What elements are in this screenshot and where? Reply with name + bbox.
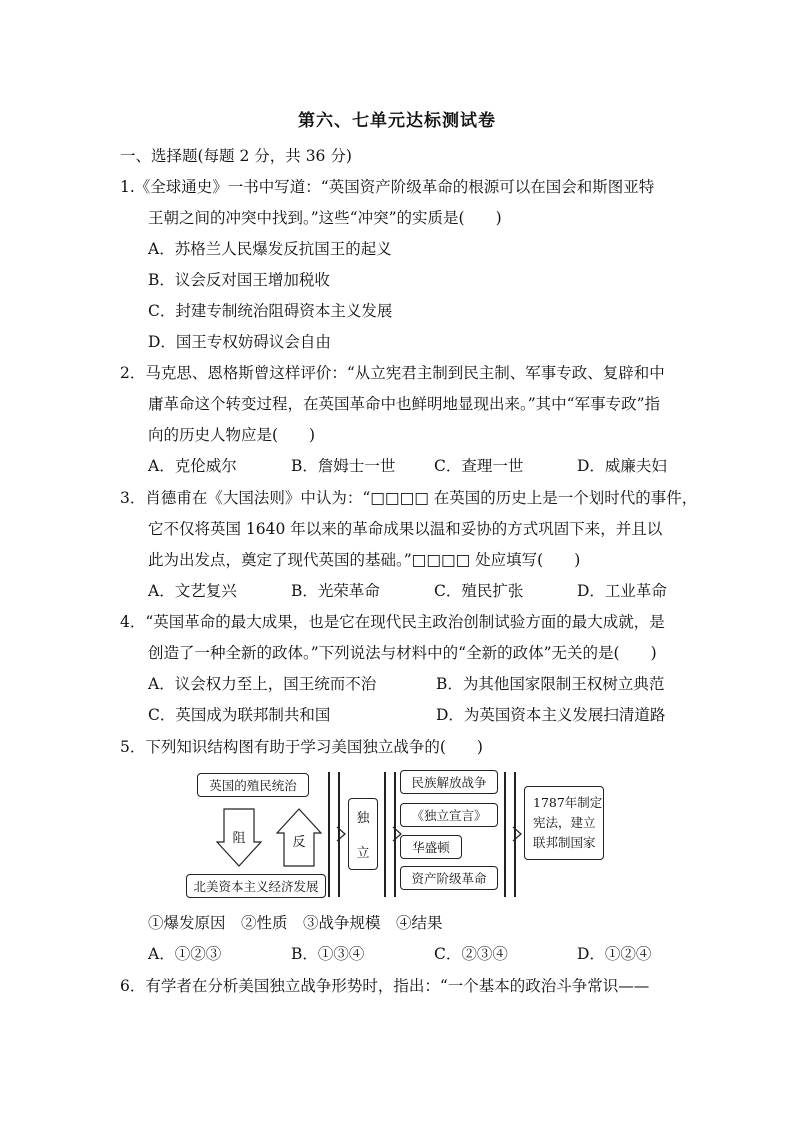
question-2-line-3: 向的历史人物应是( ) [148,426,316,444]
question-1-option-b: B．议会反对国王增加税收 [148,271,330,289]
diagram-item-1: 民族解放战争 [400,770,498,794]
diagram-item-2: 《独立宣言》 [400,803,498,827]
question-2-line-1: 2．马克思、恩格斯曾这样评价：“从立宪君主制到民主制、军事专政、复辟和中 [120,364,665,382]
question-4-line-1: 4．“英国革命的最大成果，也是它在现代民主政治创制试验方面的最大成就，是 [120,613,665,631]
result-line-1: 1787年制定 [533,795,603,810]
question-4-option-b: B．为其他国家限制王权树立典范 [436,675,665,693]
question-4-option-c: C．英国成为联邦制共和国 [148,706,331,724]
question-2-option-d: D．威廉夫妇 [577,457,667,475]
diagram-box-independence [348,798,378,870]
question-2-option-b: B．詹姆士一世 [291,457,396,475]
center-char-2: 立 [356,846,370,861]
question-3-option-b: B．光荣革命 [291,582,380,600]
question-3-line-2: 它不仅将英国 1640 年以来的革命成果以温和妥协的方式巩固下来，并且以 [148,520,663,538]
question-3-line-1: 3．肖德甫在《大国法则》中认为：“□□□□ 在英国的历史上是一个划时代的事件， [120,489,698,507]
question-1-option-c: C．封建专制统治阻碍资本主义发展 [148,302,393,320]
up-arrow-label: 反 [292,834,306,850]
question-6-line-1: 6．有学者在分析美国独立战争形势时，指出：“一个基本的政治斗争常识—— [120,977,650,995]
down-arrow-label: 阻 [232,830,246,846]
diagram-box-colonial-rule: 英国的殖民统治 [197,773,309,797]
question-5-option-b: B．①③④ [291,945,365,963]
question-1-option-a: A．苏格兰人民爆发反抗国王的起义 [148,240,392,258]
result-line-2: 宪法，建立 [533,815,596,830]
question-3-line-3: 此为出发点，奠定了现代英国的基础。”□□□□ 处应填写( ) [148,551,581,569]
chevron-right-icon [336,826,346,842]
question-3-option-d: D．工业革命 [577,582,667,600]
question-1-line-1: 1.《全球通史》一书中写道：“英国资产阶级革命的根源可以在国会和斯图亚特 [120,178,655,196]
question-5-option-a: A．①②③ [148,945,222,963]
question-1-line-2: 王朝之间的冲突中找到。”这些“冲突”的实质是( ) [148,209,502,227]
question-1-option-d: D．国王专权妨碍议会自由 [148,333,331,351]
chevron-right-icon [512,826,522,842]
question-2-options [148,456,720,476]
result-line-3: 联邦制国家 [533,835,596,850]
diagram-item-4: 资产阶级革命 [400,866,498,890]
question-4-option-a: A．议会权力至上，国王统而不治 [148,675,377,693]
diagram-item-3: 华盛顿 [400,835,462,859]
section-heading: 一、选择题(每题 2 分，共 36 分) [120,147,352,165]
diagram-box-economy: 北美资本主义经济发展 [186,874,326,898]
question-4-line-2: 创造了一种全新的政体。”下列说法与材料中的“全新的政体”无关的是( ) [148,644,657,662]
diagram-box-result [524,786,604,860]
question-5-option-c: C．②③④ [434,945,508,963]
knowledge-structure-diagram [186,768,606,900]
question-3-option-a: A．文艺复兴 [148,582,237,600]
question-3-option-c: C．殖民扩张 [434,582,524,600]
question-4-options-row-1 [148,674,724,694]
question-3-options [148,581,720,601]
question-2-option-a: A．克伦威尔 [148,457,237,475]
question-5-legend: ①爆发原因 ②性质 ③战争规模 ④结果 [148,914,443,932]
question-2-line-2: 庸革命这个转变过程，在英国革命中也鲜明地显现出来。”其中“军事专政”指 [148,395,661,413]
question-5-line-1: 5．下列知识结构图有助于学习美国独立战争的( ) [120,738,483,756]
question-4-options-row-2 [148,705,724,725]
question-2-option-c: C．查理一世 [434,457,524,475]
page-title: 第六、七单元达标测试卷 [298,111,496,131]
center-char-1: 独 [356,811,370,826]
question-4-option-d: D．为英国资本主义发展扫清道路 [436,706,666,724]
question-5-options [148,944,720,964]
question-5-option-d: D．①②④ [577,945,652,963]
